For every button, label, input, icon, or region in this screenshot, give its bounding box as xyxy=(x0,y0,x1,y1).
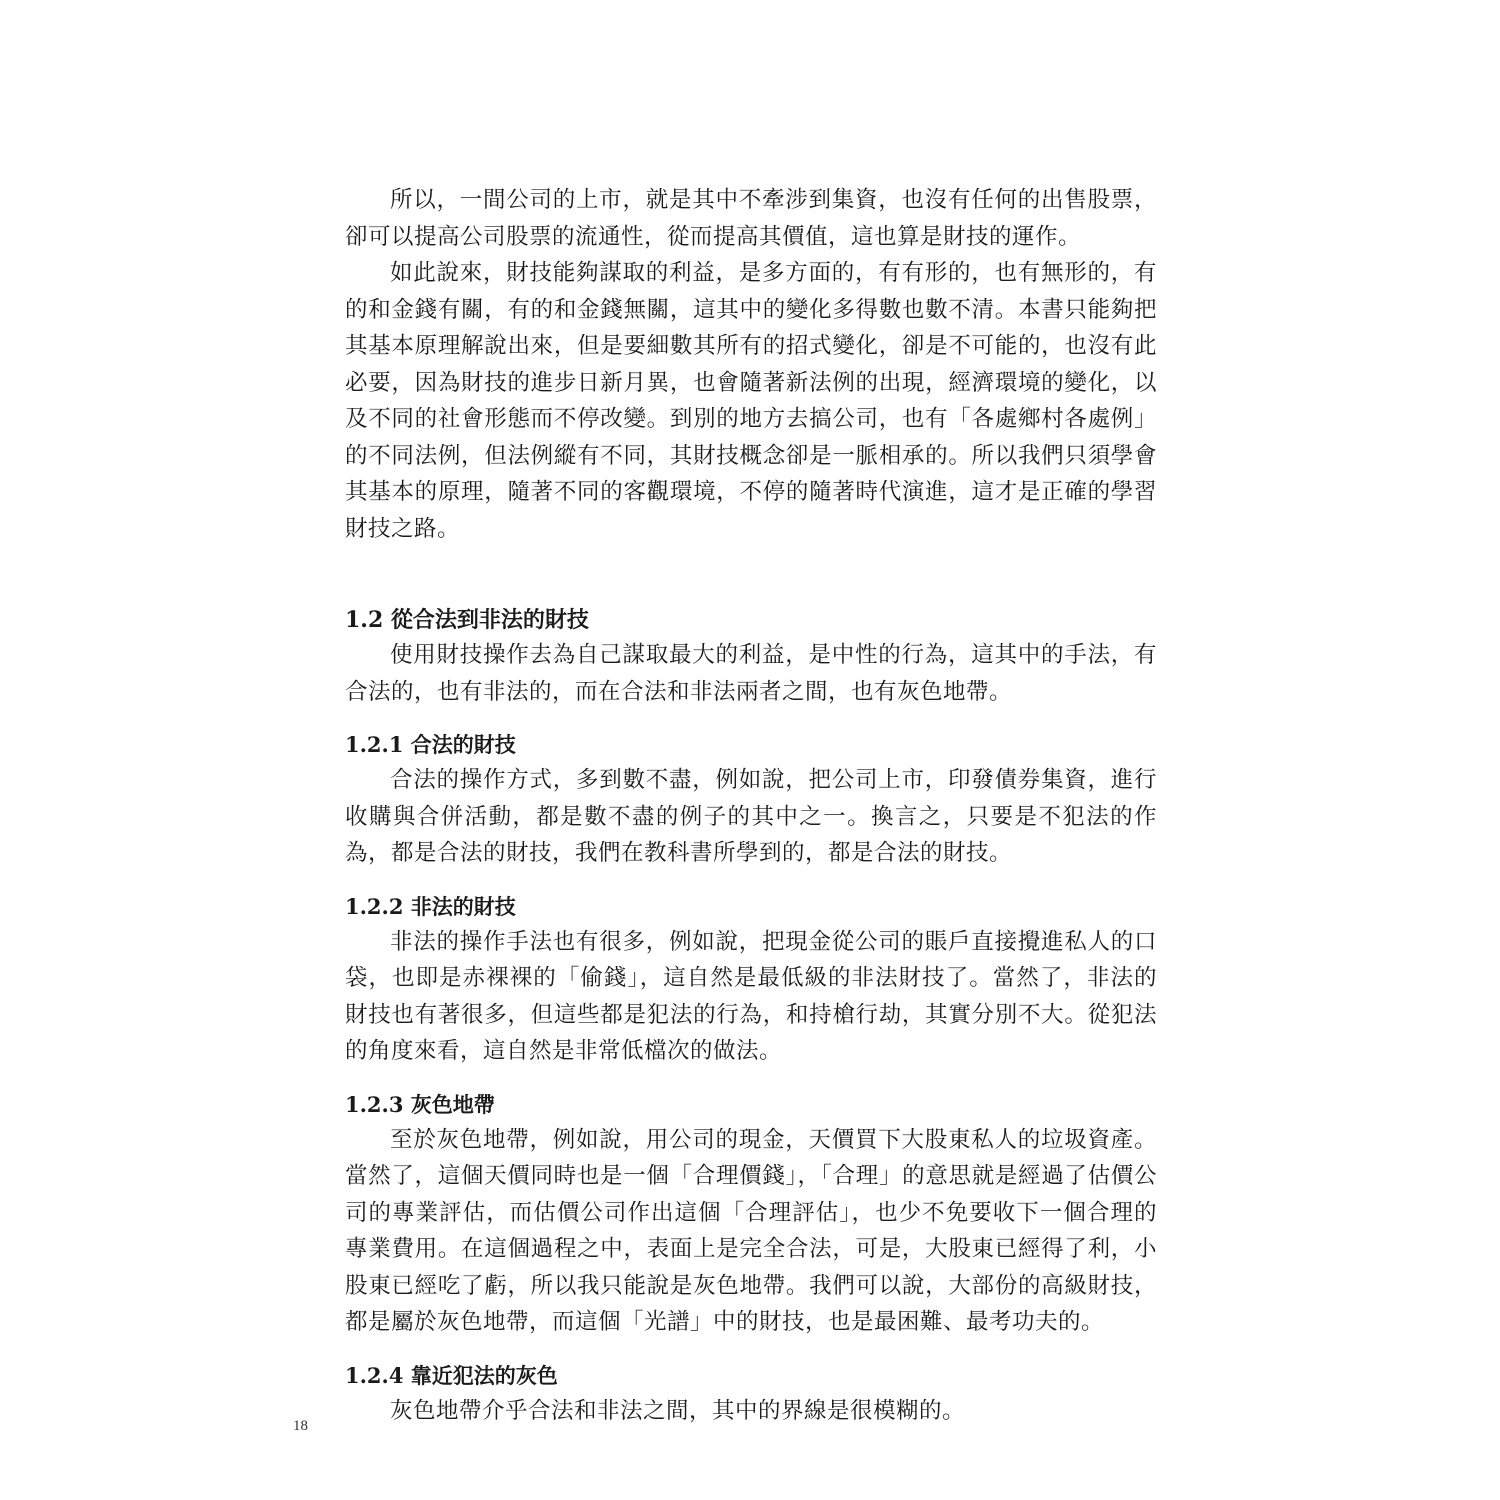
section-1-2-2-paragraph: 非法的操作手法也有很多，例如說，把現金從公司的賬戶直接攪進私人的口袋，也即是赤裸裸的「偷錢」，這自然是最低級的非法財技了。當然了，非法的財技也有著很多，但這些都是犯法的行為，和持槍行劫，其實分別不大。從犯法的角度來看，這自然是非常低檔次的做法。 xyxy=(345,928,1157,1064)
section-spacer xyxy=(345,547,1157,603)
intro-paragraph-1: 所以，一間公司的上市，就是其中不牽涉到集資，也沒有任何的出售股票，卻可以提高公司股票的流通性，從而提高其價值，這也算是財技的運作。 xyxy=(345,187,1157,250)
section-heading-1-2: 1.2 從合法到非法的財技 xyxy=(345,607,589,633)
section-heading-1-2-2: 1.2.2 非法的財技 xyxy=(345,893,516,919)
section-heading-1-2-4: 1.2.4 靠近犯法的灰色 xyxy=(345,1362,558,1388)
section-1-2-1-paragraph: 合法的操作方式，多到數不盡，例如說，把公司上市，印發債券集資，進行收購與合併活動，都是數不盡的例子的其中之一。換言之，只要是不犯法的作為，都是合法的財技，我們在教科書所學到的，都是合法的財技。 xyxy=(345,767,1157,866)
section-spacer xyxy=(345,1070,1157,1088)
intro-paragraph-2: 如此說來，財技能夠謀取的利益，是多方面的，有有形的，也有無形的，有的和金錢有關，有的和金錢無關，這其中的變化多得數也數不清。本書只能夠把其基本原理解說出來，但是要細數其所有的招式變化，卻是不可能的，也沒有此必要，因為財技的進步日新月異，也會隨著新法例的出現，經濟環境的變化，以及不同的社會形態而不停改變。到別的地方去搞公司，也有「各處鄉村各處例」的不同法例，但法例縱有不同，其財技概念卻是一脈相承的。所以我們只須學會其基本的原理，隨著不同的客觀環境，不停的隨著時代演進，這才是正確的學習財技之路。 xyxy=(345,260,1157,542)
page-body xyxy=(345,182,1157,1429)
section-spacer xyxy=(345,872,1157,890)
section-heading-1-2-1: 1.2.1 合法的財技 xyxy=(345,732,516,757)
page-number: 18 xyxy=(293,1418,308,1434)
section-spacer xyxy=(345,1341,1157,1359)
section-spacer xyxy=(345,710,1157,728)
section-heading-1-2-3: 1.2.3 灰色地帶 xyxy=(345,1091,495,1117)
section-1-2-4-paragraph: 灰色地帶介乎合法和非法之間，其中的界線是很模糊的。 xyxy=(390,1397,966,1424)
section-1-2-paragraph: 使用財技操作去為自己謀取最大的利益，是中性的行為，這其中的手法，有合法的，也有非法的，而在合法和非法兩者之間，也有灰色地帶。 xyxy=(345,642,1157,705)
section-1-2-3-paragraph: 至於灰色地帶，例如說，用公司的現金，天價買下大股東私人的垃圾資產。當然了，這個天價同時也是一個「合理價錢」，「合理」的意思就是經過了估價公司的專業評估，而估價公司作出這個「合理評估」，也少不免要收下一個合理的專業費用。在這個過程之中，表面上是完全合法，可是，大股東已經得了利，小股東已經吃了虧，所以我只能說是灰色地帶。我們可以說，大部份的高級財技，都是屬於灰色地帶，而這個「光譜」中的財技，也是最困難、最考功夫的。 xyxy=(345,1126,1157,1335)
